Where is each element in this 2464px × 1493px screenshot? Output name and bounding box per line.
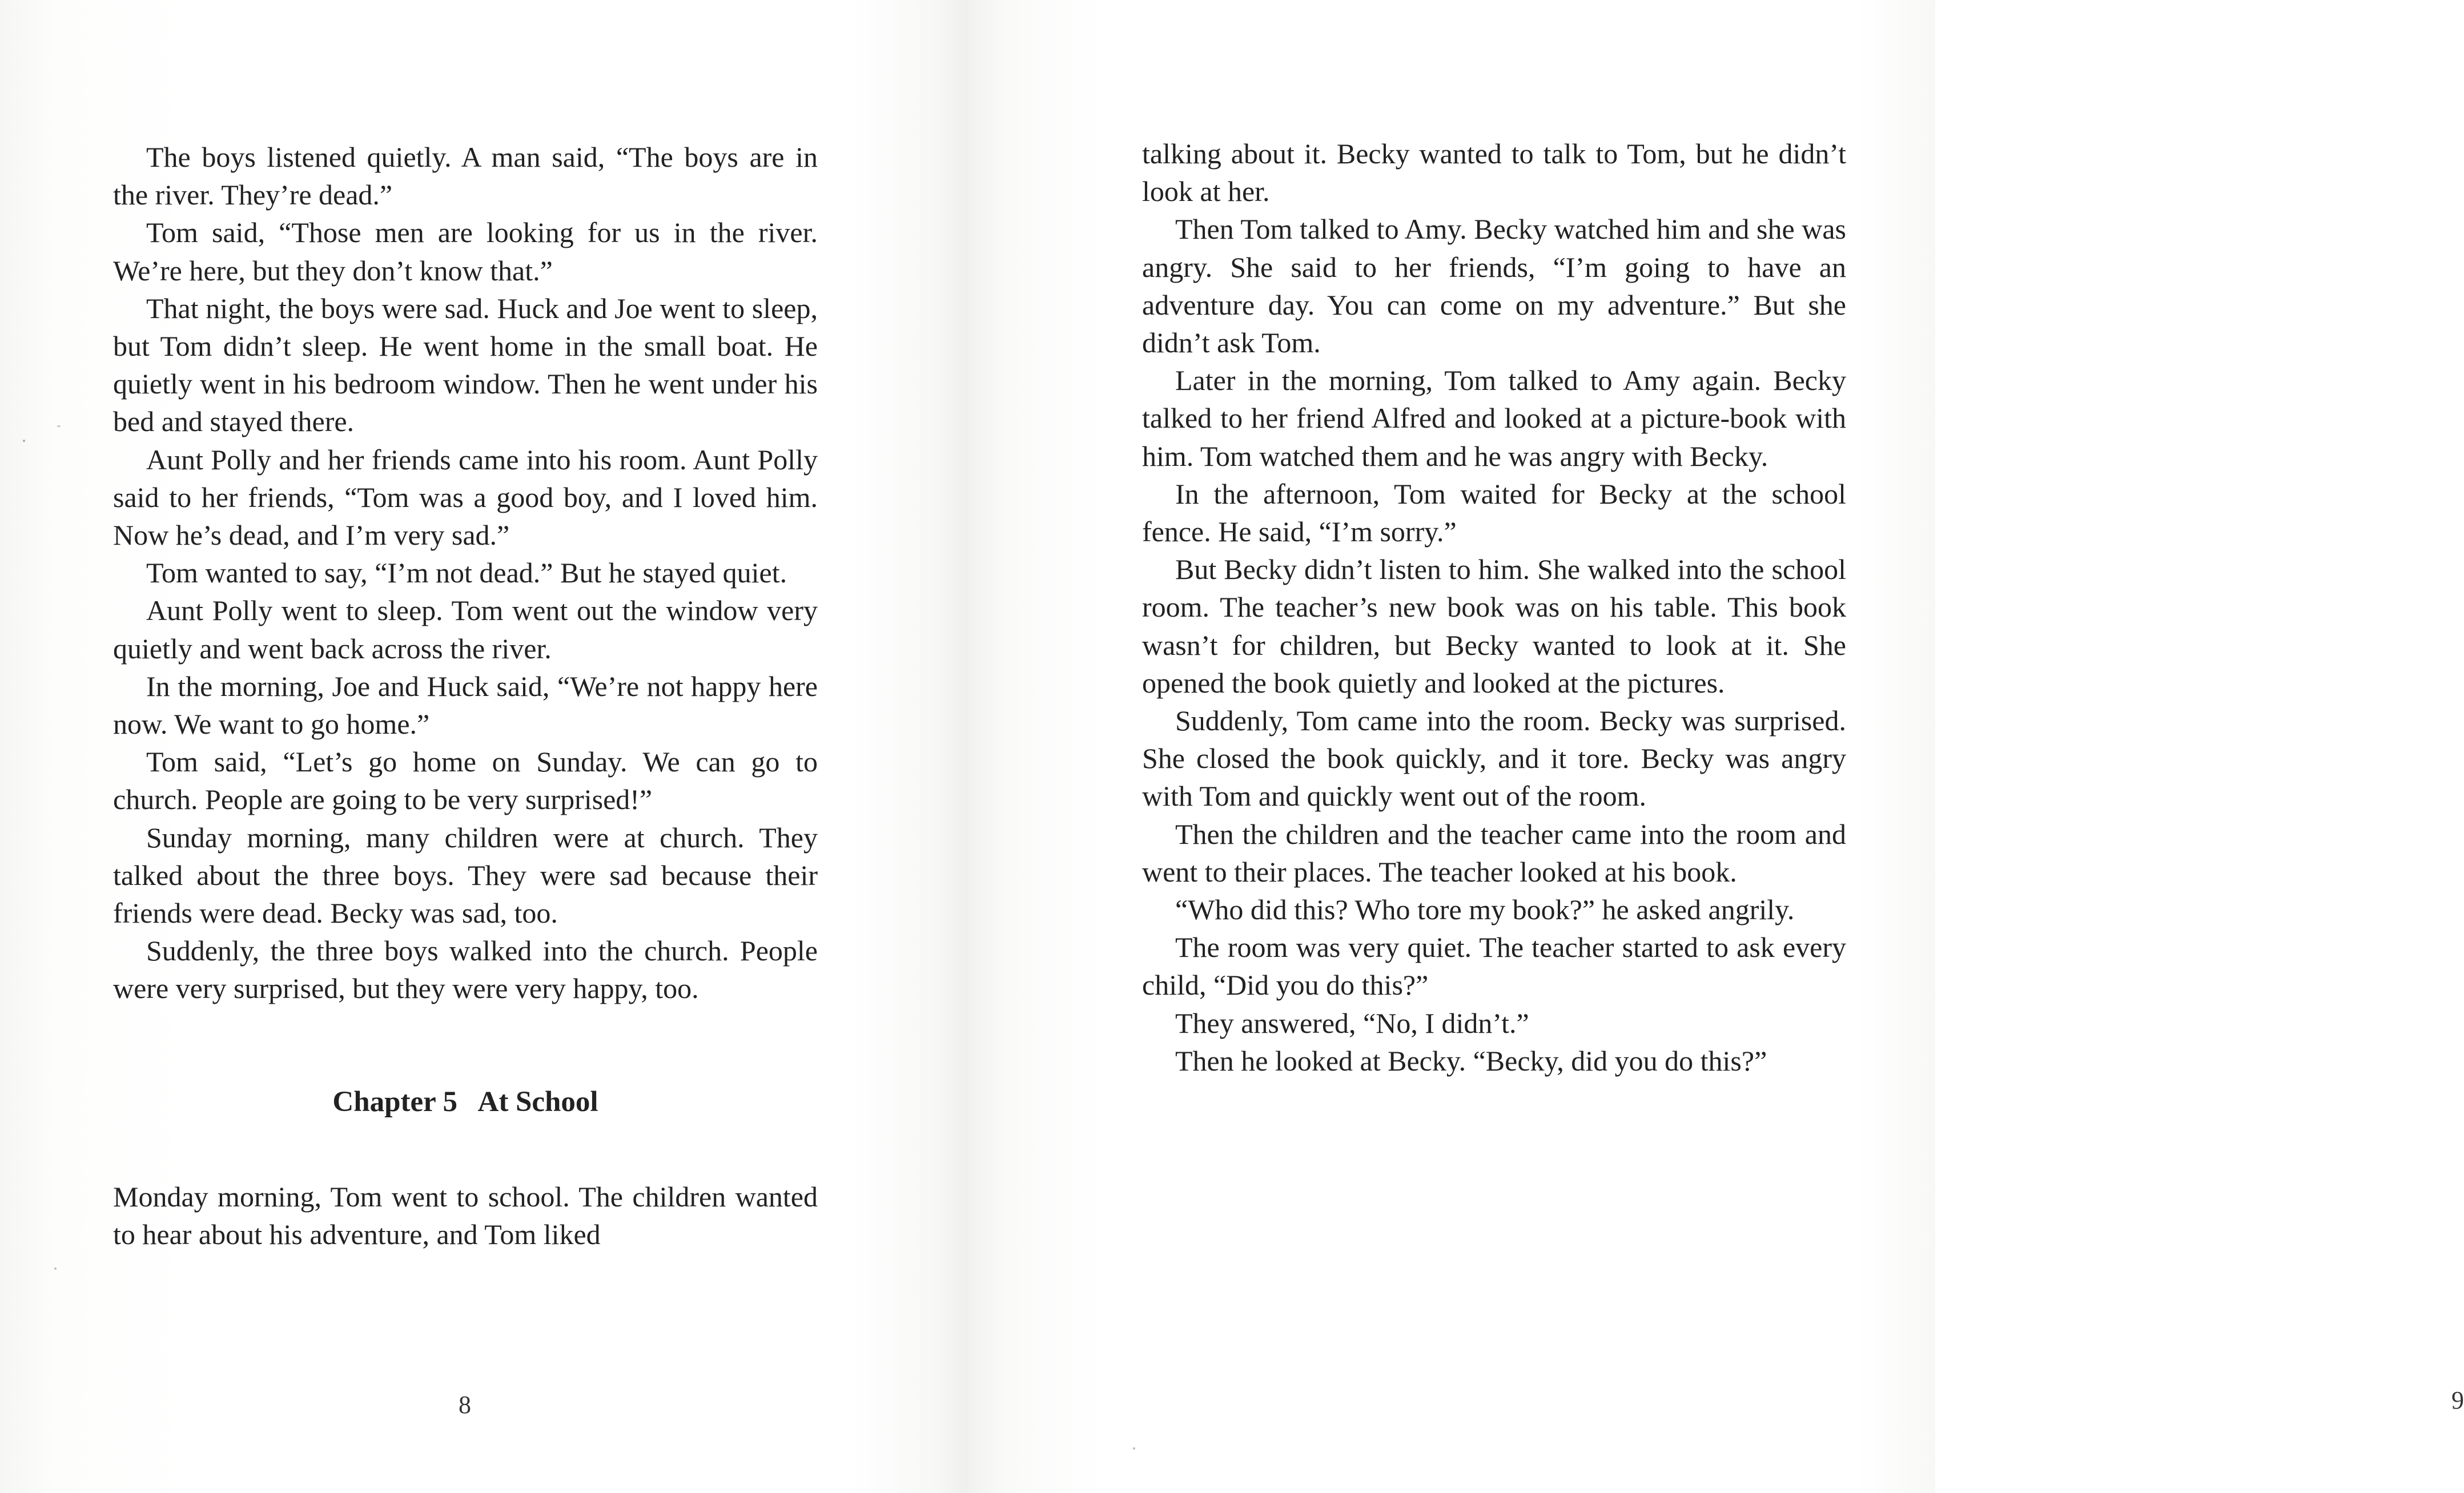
paragraph: But Becky didn’t listen to him. She walked into the school room. The teacher’s new book was on his table. This book wasn’t for children, but Becky wanted to look at it. She opened the book quietly and looked at the pictures. (1142, 553, 1846, 699)
paragraph: Aunt Polly and her friends came into his room. Aunt Polly said to her friends, “Tom was a good boy, and I loved him. Now he’s dead, and I’m very sad.” (113, 443, 818, 552)
paragraph: They answered, “No, I didn’t.” (1175, 1007, 1529, 1039)
paragraph: Tom said, “Those men are looking for us in the river. We’re here, but they don’t know that.” (113, 216, 818, 287)
scan-speck (54, 1267, 57, 1270)
paragraph: Tom said, “Let’s go home on Sunday. We can go to church. People are going to be very surprised!” (113, 746, 818, 816)
paragraph: Suddenly, Tom came into the room. Becky was surprised. She closed the book quickly, and it tore. Becky was angry with Tom and quickly went out of the room. (1142, 705, 1846, 812)
paragraph: Sunday morning, many children were at church. They talked about the three boys. They were sad because their friends were dead. Becky was sad, too. (113, 821, 818, 929)
paragraph: In the afternoon, Tom waited for Becky at the school fence. He said, “I’m sorry.” (1142, 477, 1846, 548)
paragraph: That night, the boys were sad. Huck and Joe went to sleep, but Tom didn’t sleep. He went home in the small boat. He quietly went in his bedroom window. Then he went under his bed and stayed there. (113, 292, 818, 438)
right-page-body (1142, 135, 1846, 1080)
paragraph: In the morning, Joe and Huck said, “We’re not happy here now. We want to go home.” (113, 670, 818, 741)
paragraph: Aunt Polly went to sleep. Tom went out the window very quietly and went back across the river. (113, 594, 818, 665)
left-page-body (113, 138, 818, 1253)
paragraph: Then Tom talked to Amy. Becky watched him and she was angry. She said to her friends, “I’m going to have an adventure day. You can come on my adventure.” But she didn’t ask Tom. (1142, 213, 1846, 359)
page-number-right: 9 (2451, 1386, 2464, 1414)
paragraph: Then the children and the teacher came into the room and went to their places. The teacher looked at his book. (1142, 818, 1846, 888)
scan-speck (1133, 1447, 1135, 1450)
paragraph: Monday morning, Tom went to school. The children wanted to hear about his adventure, and Tom liked (113, 1180, 818, 1250)
paragraph: Suddenly, the three boys walked into the church. People were very surprised, but they were very happy, too. (113, 935, 818, 1005)
paragraph: talking about it. Becky wanted to talk to Tom, but he didn’t look at her. (1142, 138, 1846, 208)
paragraph: Tom wanted to say, “I’m not dead.” But he stayed quiet. (146, 557, 787, 589)
scan-speck (57, 425, 61, 427)
page-number-left: 8 (459, 1391, 471, 1419)
paragraph: Later in the morning, Tom talked to Amy again. Becky talked to her friend Alfred and looked at a picture-book with him. Tom watched them and he was angry with Becky. (1142, 364, 1846, 472)
paragraph: Then he looked at Becky. “Becky, did you do this?” (1175, 1044, 1767, 1077)
left-page (0, 0, 967, 1493)
paragraph: “Who did this? Who tore my book?” he asked angrily. (1175, 894, 1795, 926)
scan-speck (23, 440, 25, 442)
paragraph: The boys listened quietly. A man said, “The boys are in the river. They’re dead.” (113, 141, 818, 211)
paragraph: The room was very quiet. The teacher started to ask every child, “Did you do this?” (1142, 931, 1846, 1001)
right-page (967, 0, 2464, 1493)
chapter-heading: Chapter 5 At School (332, 1085, 598, 1118)
